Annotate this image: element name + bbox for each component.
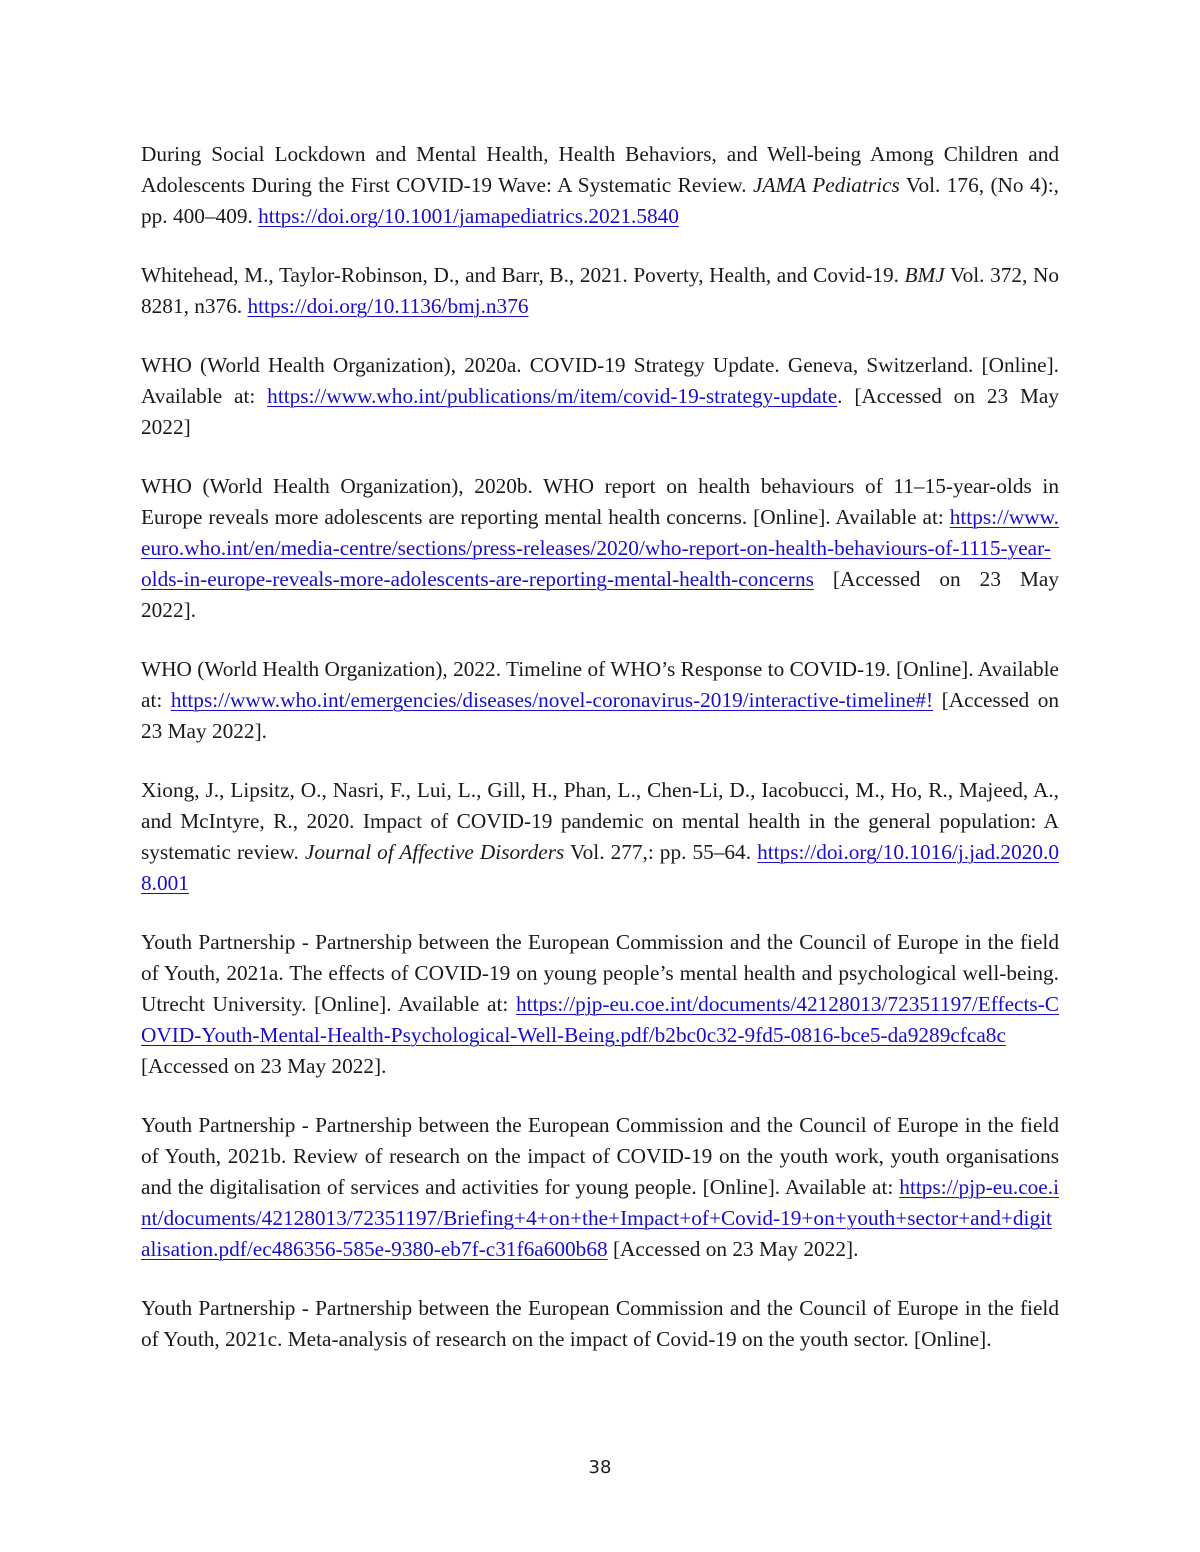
reference-entry bbox=[141, 654, 1059, 747]
reference-link[interactable]: https://doi.org/10.1001/jamapediatrics.2021.5840 bbox=[258, 204, 679, 228]
reference-link[interactable]: https://www.euro.who.int/en/media-centre/sections/press-releases/2020/who-report-on-health-behaviours-of-1115-year-olds-in-europe-reveals-more-adolescents-are-reporting-mental-health-concerns bbox=[141, 505, 1059, 591]
reference-link[interactable]: https://www.who.int/publications/m/item/covid-19-strategy-update bbox=[267, 384, 838, 408]
reference-entry bbox=[141, 139, 1059, 232]
reference-text: Whitehead, M., Taylor-Robinson, D., and Barr, B., 2021. Poverty, Health, and Covid-19. bbox=[141, 263, 905, 287]
reference-accessed: [Accessed on 23 May 2022]. bbox=[141, 567, 1059, 622]
reference-entry bbox=[141, 471, 1059, 626]
reference-list bbox=[141, 139, 1059, 1383]
reference-details: Vol. 176, (No 4):, pp. 400–409. bbox=[141, 173, 1059, 228]
reference-text: WHO (World Health Organization), 2020a. COVID-19 Strategy Update. Geneva, Switzerland. [Online]. Available at: bbox=[141, 353, 1059, 408]
reference-text: During Social Lockdown and Mental Health, Health Behaviors, and Well-being Among Children and Adolescents During the First COVID-19 Wave: A Systematic Review. bbox=[141, 142, 1059, 197]
journal-title: BMJ bbox=[904, 263, 945, 287]
reference-text: Youth Partnership - Partnership between the European Commission and the Council of Europe in the field of Youth, 2021b. Review of research on the impact of COVID-19 on the youth work, youth organisations and the digitalisation of services and activities for young people. [Online]. Available at: bbox=[141, 1113, 1059, 1199]
page-number: 38 bbox=[588, 1457, 612, 1478]
reference-text: Xiong, J., Lipsitz, O., Nasri, F., Lui, L., Gill, H., Phan, L., Chen-Li, D., Iacobucci, M., Ho, R., Majeed, A., and McIntyre, R., 2020. Impact of COVID-19 pandemic on mental health in the general population: A systematic review. bbox=[141, 778, 1059, 864]
reference-entry bbox=[141, 260, 1059, 322]
reference-text: Youth Partnership - Partnership between the European Commission and the Council of Europe in the field of Youth, 2021c. Meta-analysis of research on the impact of Covid-19 on the youth sector. [Online]. bbox=[141, 1296, 1059, 1351]
reference-entry bbox=[141, 775, 1059, 899]
reference-link[interactable]: https://pjp-eu.coe.int/documents/42128013/72351197/Briefing+4+on+the+Impact+of+Covid-19+on+youth+sector+and+digitalisation.pdf/ec486356-585e-9380-eb7f-c31f6a600b68 bbox=[141, 1175, 1059, 1261]
reference-accessed: [Accessed on 23 May 2022]. bbox=[141, 688, 1059, 743]
reference-accessed: . [Accessed on 23 May 2022] bbox=[141, 384, 1059, 439]
reference-entry bbox=[141, 350, 1059, 443]
reference-entry bbox=[141, 1293, 1059, 1355]
reference-link[interactable]: https://www.who.int/emergencies/diseases/novel-coronavirus-2019/interactive-timeline#! bbox=[170, 688, 934, 712]
journal-title: Journal of Affective Disorders bbox=[304, 840, 565, 864]
reference-link[interactable]: https://pjp-eu.coe.int/documents/42128013/72351197/Effects-COVID-Youth-Mental-Health-Psychological-Well-Being.pdf/b2bc0c32-9fd5-0816-bce5-da9289cfca8c bbox=[141, 992, 1059, 1047]
reference-entry bbox=[141, 927, 1059, 1082]
reference-text: WHO (World Health Organization), 2020b. WHO report on health behaviours of 11–15-year-olds in Europe reveals more adolescents are reporting mental health concerns. [Online]. Available at: bbox=[141, 474, 1059, 529]
reference-link[interactable]: https://doi.org/10.1016/j.jad.2020.08.001 bbox=[141, 840, 1059, 895]
reference-entry bbox=[141, 1110, 1059, 1265]
reference-accessed: [Accessed on 23 May 2022]. bbox=[141, 1054, 387, 1078]
reference-link[interactable]: https://doi.org/10.1136/bmj.n376 bbox=[247, 294, 529, 318]
journal-title: JAMA Pediatrics bbox=[753, 173, 900, 197]
reference-details: Vol. 372, No 8281, n376. bbox=[141, 263, 1059, 318]
reference-text: WHO (World Health Organization), 2022. Timeline of WHO’s Response to COVID-19. [Online]. Available at: bbox=[141, 657, 1059, 712]
reference-accessed: [Accessed on 23 May 2022]. bbox=[607, 1237, 859, 1261]
reference-details: Vol. 277,: pp. 55–64. bbox=[564, 840, 758, 864]
reference-text: Youth Partnership - Partnership between the European Commission and the Council of Europe in the field of Youth, 2021a. The effects of COVID-19 on young people’s mental health and psychological well-being. Utrecht University. [Online]. Available at: bbox=[141, 930, 1059, 1016]
